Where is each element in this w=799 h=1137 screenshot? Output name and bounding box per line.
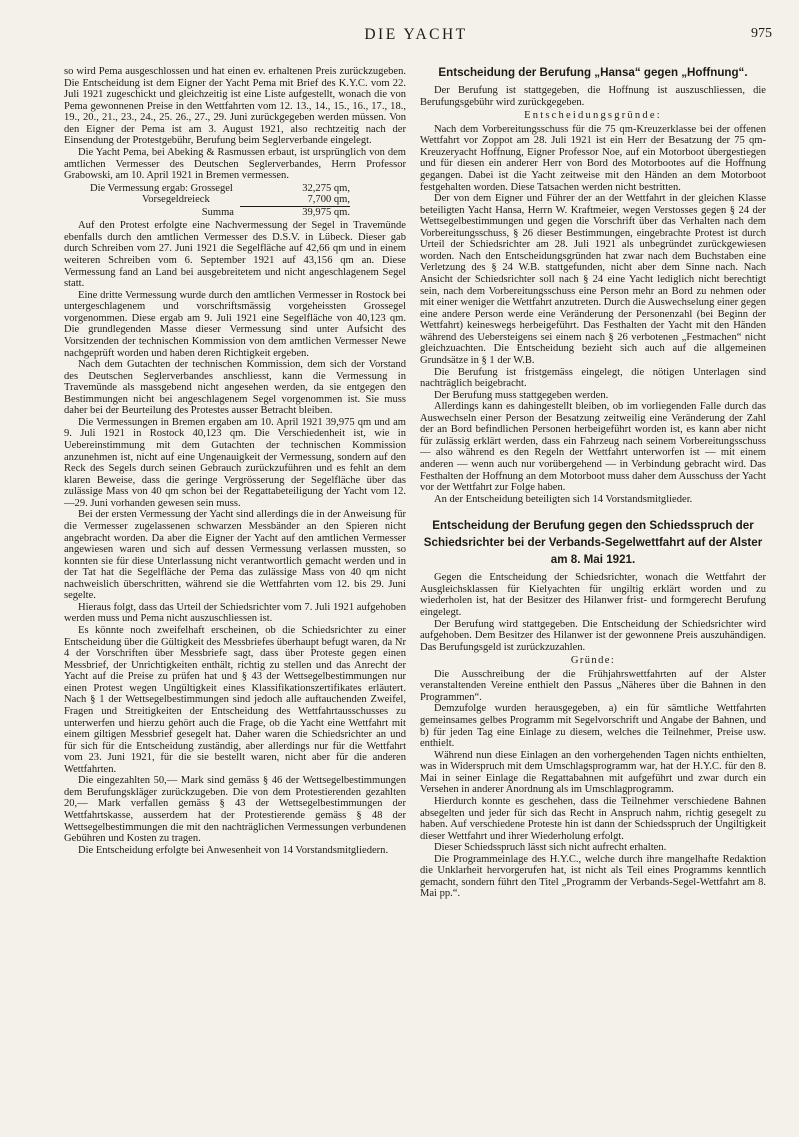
paragraph: Hierdurch konnte es geschehen, dass die Teilnehmer verschiedene Bahnen absegelten und jeder für sich das Recht in Anspruch nahm, richtig gesegelt zu haben. Auf verschiedene Proteste hin ist dann der Schiedsspruch der Ungiltigkeit dieser Wettfahrt und ihrer Wiederholung erfolgt.: [420, 795, 766, 842]
paragraph: Gegen die Entscheidung der Schiedsrichter, wonach die Wettfahrt der Ausgleichsklassen für Kielyachten für ungiltig erklärt worden und zu wiederholen ist, hat der Besitzer des Hilanwer frist- und formgerecht Berufung eingelegt.: [420, 572, 766, 618]
paragraph: Es könnte noch zweifelhaft erscheinen, ob die Schiedsrichter zu einer Entscheidung über die Gültigkeit des Messbriefes überhaupt befugt waren, da Nr 4 der Vorschriften über Messbriefe sagt, dass über Proteste gegen einen Messbrief, der Unrichtigkeiten enthält, richtig zu stellen und das Anrecht der Yacht auf die Preise zu prüfen hat und § 43 der Wettsegelbestimmungen nur einen Protest wegen Ungültigkeit eines Klassifikationszertifikates erläutert. Nach § 1 der Wettsegelbestimmungen sind jedoch alle auftauchenden Zweifel, Fragen und Streitigkeiten der Entscheidung des Wettfahrtausschusses zu unterwerfen und hierzu gehört auch die Frage, ob die Yacht eine Wettfahrt mit einem giltigen Messbrief gesegelt hat. Daher waren die Schiedsrichter an und für sich für die Entscheidung zuständig, aber allerdings nur für die Wettfahrt vom 23. Juni 1921, für die sie bestellt waren, nicht aber für die anderen Wettfahrten.: [64, 625, 406, 775]
paragraph: Hieraus folgt, dass das Urteil der Schiedsrichter vom 7. Juli 1921 aufgehoben werden muss und Pema nicht auszuschliessen ist.: [64, 601, 406, 625]
paragraph: Nach dem Gutachten der technischen Kommission, dem sich der Vorstand des Deutschen Seglerverbandes anschliesst, kann die Vermessung in Travemünde als massgebend nicht angesehen werden, da sie entgegen den Bestimmungen nicht bei angeschlagenem Segel vorgenommen ist. Sie muss daher bei der Beurteilung des Protestes ausser Betracht bleiben.: [64, 359, 406, 417]
running-title: DIE YACHT: [364, 26, 468, 43]
paragraph: An der Entscheidung beteiligten sich 14 Vorstandsmitglieder.: [434, 493, 693, 505]
paragraph: so wird Pema ausgeschlossen und hat einen ev. erhaltenen Preis zurückzugeben. Die Entscheidung ist dem Eigner der Yacht Pema mit Brief des K.Y.C. vom 22. Juli 1921 zugeschickt und gleichzeitig ist eine Liste aufgestellt, wonach die von Pema gewonnenen Preise in den Wettfahrten vom 12. 13., 14., 15., 16., 17., 18., 19., 20., 21., 23., 24., 25. 26., 27., 29. Juni zurückgegeben werden müssen. Von den Eigner der Pema ist am 3. August 1921, also rechtzeitig nach der Einsendung der Protestgebühr, Berufung beim Seglerverbande eingelegt.: [64, 66, 406, 147]
section-heading: Entscheidung der Berufung „Hansa“ gegen „Hoffnung“.: [438, 66, 748, 79]
paragraph: Bei der ersten Vermessung der Yacht sind allerdings die in der Anweisung für die Vermesser zugelassenen schwarzen Messbänder an den Spieren nicht angebracht worden. Da aber die Eigner der Yacht auf den amtlichen Vermesser angewiesen waren und sich auf dessen Vermessung verlassen mussten, so konnten sie für diese Unterlassung nicht verantwortlich gemacht werden und in der Tat hat die Segelfläche der Pema das zulässige Mass von 40 qm nicht nachweislich überschritten, während sie die Wettfahrten vom 12. bis 29. Juni segelte.: [64, 509, 406, 602]
measurement-value: 32,275 qm,: [302, 182, 350, 194]
paragraph: Demzufolge wurden herausgegeben, a) ein für sämtliche Wettfahrten gemeinsames gelbes Programm mit Segelvorschrift und Angabe der Bahnen, und b) für jeden Tag eine Einlage zu diesem, welches die Teilnehmer, Preise usw. enthielt.: [420, 703, 766, 750]
page-number: 975: [751, 26, 772, 41]
paragraph: Während nun diese Einlagen an den vorhergehenden Tagen nichts enthielten, was in Widerspruch mit dem Umschlagsprogramm war, hat der H.Y.C. für den 8. Mai in seiner Einlage die Regattabahnen mit aufgeführt und zwar durch ein Versehen in anderer Anordnung als im Umschlagprogramm.: [420, 749, 766, 796]
paragraph: Die Yacht Pema, bei Abeking & Rasmussen erbaut, ist ursprünglich von dem amtlichen Vermesser des Deutschen Seglerverbandes, Herrn Professor Grabowski, am 10. April 1921 in Bremen vermessen.: [64, 146, 406, 182]
paragraph: Der Berufung wird stattgegeben. Die Entscheidung der Schiedsrichter wird aufgehoben. Dem Besitzer des Hilanwer ist der gewonnene Preis auszuhändigen. Das Berufungsgeld ist zurückzuzahlen.: [420, 618, 766, 653]
paragraph: Die Entscheidung erfolgte bei Anwesenheit von 14 Vorstandsmitgliedern.: [78, 844, 389, 856]
paragraph: Nach dem Vorbereitungsschuss für die 75 qm-Kreuzerklasse bei der offenen Wettfahrt vor Zoppot am 28. Juli 1921 ist ein Herr der Besatzung der 75 qm-Kreuzeryacht Hoffnung, Eigner Professor Noe, auf ein Motorboot übergestiegen und für diesen ein anderer Herr von Bord des Motorbootes auf die Hoffnung gegangen. Dabei ist die Yacht zeitweise mit den Händen an dem Motorboot festgehalten worden. Diese Tatsachen werden nicht bestritten.: [420, 123, 766, 193]
paragraph: Auf den Protest erfolgte eine Nachvermessung der Segel in Travemünde ebenfalls durch den amtlichen Vermesser des D.S.V. in Lübeck. Dieser gab durch Schreiben vom 27. Juni 1921 die Segelfläche auf 42,66 qm und in einem weiteren Schreiben vom 6. September 1921 auf 43,156 qm an. Diese Vermessung fand an Land bei ausgebreitetem und nicht angeschlagenem Segel statt.: [64, 220, 406, 290]
left-column: [64, 66, 406, 856]
section-heading: Entscheidung der Berufung gegen den Schiedsspruch der Schiedsrichter bei der Verbands-Segelwettfahrt auf der Alster am 8. Mai 1921.: [423, 519, 763, 567]
measurement-value: 7,700 qm,: [240, 194, 350, 207]
paragraph: Eine dritte Vermessung wurde durch den amtlichen Vermesser in Rostock bei untergeschlagenem und vorschriftsmässig vorgeheissten Grossegel vorgenommen. Diese ergab am 9. Juli 1921 eine Segelfläche von 40,123 qm. Die grundlegenden Masse dieser Vermessung sind unter Aufsicht des Vorsitzenden der technischen Kommission von dem amtlichen Vermesser Newe nachgeprüft worden und haben deren Richtigkeit ergeben.: [64, 289, 406, 359]
right-column: [420, 66, 766, 900]
paragraph: Die Berufung ist fristgemäss eingelegt, die nötigen Unterlagen sind nachträglich beigebracht.: [420, 366, 766, 390]
paragraph: Dieser Schiedsspruch lässt sich nicht aufrecht erhalten.: [434, 842, 667, 854]
measurement-intro: Die Vermessung ergab: Grossegel: [90, 182, 233, 194]
paragraph: Die Programmeinlage des H.Y.C., welche durch ihre mangelhafte Redaktion die Unklarheit hervorgerufen hat, ist nicht als Teil eines Programms kenntlich gemacht, sondern führt den Titel „Programm der Verbands-Segel-Wettfahrt am 8. Mai pp.“.: [420, 853, 766, 900]
measurement-sum-label: Summa: [201, 206, 234, 218]
paragraph: Der Berufung ist stattgegeben, die Hoffnung ist auszuschliessen, die Berufungsgebühr wird zurückgegeben.: [420, 85, 766, 108]
measurement-sum-value: 39,975 qm.: [302, 206, 350, 218]
paragraph: Die Vermessungen in Bremen ergaben am 10. April 1921 39,975 qm und am 9. Juli 1921 in Rostock 40,123 qm. Die Verschiedenheit ist, wie in Uebereinstimmung mit dem Gutachten der technischen Kommission anzunehmen ist, nicht auf eine Ungenauigkeit der Vermessung, sondern auf den Reck des Segels durch seinen Gebrauch zurückzuführen und es fehlt an dem klaren Beweise, dass die geringe Vergrösserung der Segelfläche über das zulässige Mass von 40 qm schon bei der Regattabeteiligung der Yacht vom 12.—29. Juni vorhanden gewesen sein muss.: [64, 416, 406, 509]
subheading: Gründe:: [570, 655, 616, 667]
paragraph: Allerdings kann es dahingestellt bleiben, ob im vorliegenden Falle durch das Auswechseln einer Person der Besatzung zeitweilig eine Veränderung der Zahl der an Bord befindlichen Personen herbeigeführt worden ist, es kann aber nicht für zulässig erklärt werden, dass ein Fahrzeug nach seinem Vorbereitungsschuss — also während es den Regeln der Wettfahrt unterworfen ist — mit einem anderen — wenn auch nur vorübergehend — in Verbindung gebracht wird. Das Festhalten der Hoffnung an dem Motorboot muss daher dem Ausschuss der Yacht vor der Wettfahrt zur Folge haben.: [420, 401, 766, 494]
paragraph: Die Ausschreibung der die Frühjahrswettfahrten auf der Alster veranstaltenden Vereine enthielt den Passus „Näheres über die Bahnen in den Programmen“.: [420, 668, 766, 703]
paragraph: Die eingezahlten 50,— Mark sind gemäss § 46 der Wettsegelbestimmungen dem Berufungskläger zurückzugeben. Die von dem Protestierenden gezahlten 20,— Mark verfallen gemäss § 43 der Wettsegelbestimmungen der Wettfahrtskasse, ausserdem hat der Protestierende gemäss § 48 der Wettsegelbestimmungen die mit den nachträglichen Vermessungen verbundenen Gebühren und Kosten zu tragen.: [64, 775, 406, 845]
measurement-label: Vorsegeldreieck: [142, 194, 210, 206]
measurement-table: [90, 183, 406, 219]
subheading: Entscheidungsgründe:: [524, 110, 662, 122]
paragraph: Der Berufung muss stattgegeben werden.: [434, 389, 609, 401]
paragraph: Der von dem Eigner und Führer der an der Wettfahrt in der gleichen Klasse beteiligten Yacht Hansa, Herrn W. Kraftmeier, wegen Verstosses gegen § 24 der Wettsegelbestimmungen und gegen die Vorschrift über das Verhalten nach dem Vorbereitungsschuss, § 26 dieser Bestimmungen, eingebrachte Protest ist durch Urteil der Schiedsrichter am 28. Juli 1921 als unbegründet zurückgewiesen worden. Nach den Entscheidungsgründen hat zwar nach dem Buchstaben eine Verletzung des § 24 W.B. stattgefunden, nicht aber dem Sinne nach. Nach Ansicht der Schiedsrichter soll nach § 24 eine Yacht lediglich nicht berechtigt sein, nach dem Vorbereitungsschuss eine Person mehr an Bord zu nehmen oder mit einer weniger die Wettfahrt anzutreten. Durch die Auswechselung einer gegen eine andere Person werde eine Veränderung der Personenzahl (bei Beginn der Wettfahrt) keineswegs herbeigeführt. Das Festhalten der Yacht mit den Händen während des Uebersteigens sei einem nach § 26 verbotenen „Festmachen“ nicht gleichzuachten. Die Entscheidung bezieht sich auch auf die allgemeinen Grundsätze in § 1 der W.B.: [420, 193, 766, 366]
page-header: [60, 26, 772, 48]
